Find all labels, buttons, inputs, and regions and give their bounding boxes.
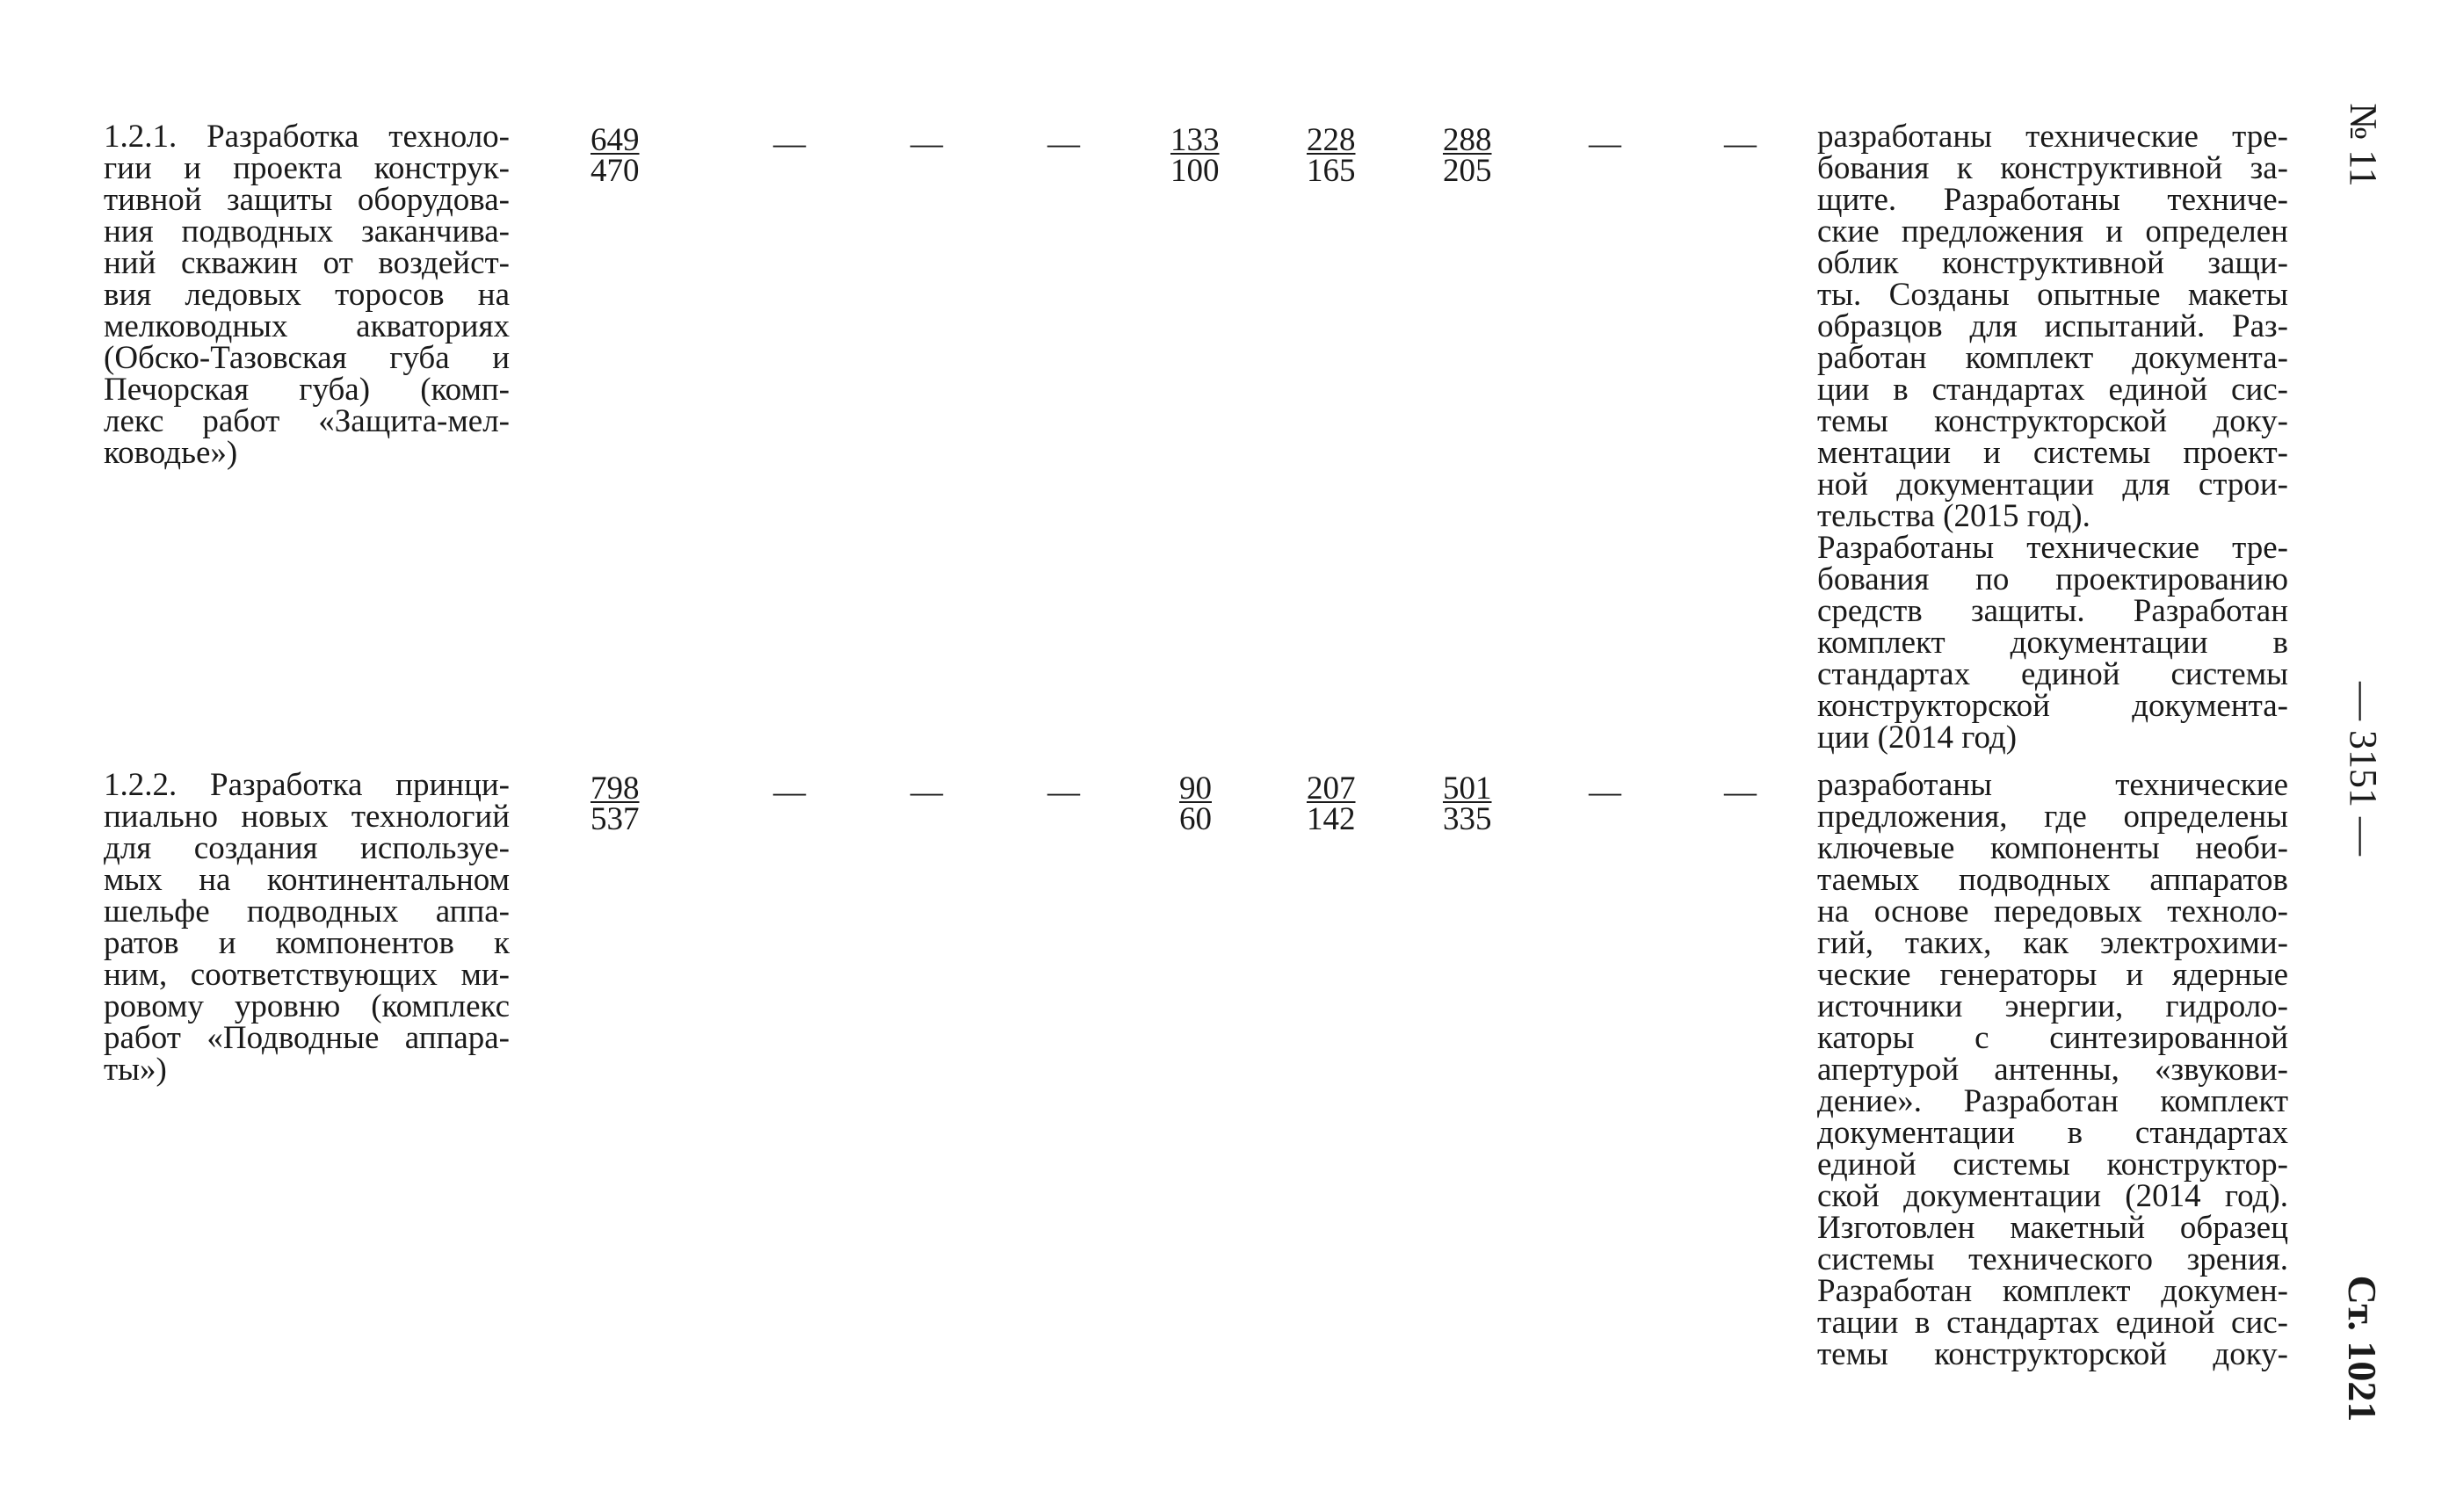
- text-line: ты. Созданы опытные макеты: [1817, 277, 2288, 313]
- text-line: темы конструкторской доку-: [1817, 1336, 2288, 1372]
- year-2-numerator: 207: [1307, 770, 1356, 807]
- text-line: (Обско-Тазовская губа и: [104, 340, 510, 376]
- text-line: разработаны технические тре-: [1817, 119, 2288, 155]
- empty-cell-dash: —: [1589, 774, 1621, 810]
- empty-cell-dash: —: [1047, 774, 1080, 810]
- text-line: единой системы конструктор-: [1817, 1147, 2288, 1183]
- text-line: Разработан комплект докумен-: [1817, 1273, 2288, 1309]
- text-line: работ «Подводные аппара-: [104, 1020, 510, 1056]
- text-line: ним, соответствующих ми-: [104, 957, 510, 993]
- year-3-denominator: 335: [1443, 801, 1492, 837]
- year-2-denominator: 142: [1307, 801, 1356, 837]
- total-numerator: 649: [591, 122, 640, 158]
- text-line: предложения, где определены: [1817, 799, 2288, 835]
- total-denominator: 537: [591, 801, 640, 837]
- text-line: 1.2.2. Разработка принци-: [104, 767, 510, 803]
- text-line: для создания используе-: [104, 830, 510, 866]
- text-line: документации в стандартах: [1817, 1115, 2288, 1151]
- total-numerator: 798: [591, 770, 640, 807]
- expected-result: [1817, 767, 2288, 1372]
- empty-cell-dash: —: [773, 126, 806, 162]
- empty-cell-dash: —: [1047, 126, 1080, 162]
- text-line: Печорская губа) (комп-: [104, 372, 510, 408]
- article-number: Ст. 1021: [2340, 1275, 2385, 1422]
- total-funding: [591, 770, 670, 837]
- text-line: средств защиты. Разработан: [1817, 593, 2288, 629]
- text-line: системы технического зрения.: [1817, 1241, 2288, 1277]
- text-line: мых на континентальном: [104, 862, 510, 898]
- activity-description: [104, 767, 510, 1088]
- year-3-denominator: 205: [1443, 153, 1492, 189]
- text-line: щите. Разработаны техниче-: [1817, 182, 2288, 218]
- text-line: каторы с синтезированной: [1817, 1020, 2288, 1056]
- empty-cell-dash: —: [1724, 126, 1757, 162]
- text-line: дение». Разработан комплект: [1817, 1083, 2288, 1119]
- empty-cell-dash: —: [910, 774, 943, 810]
- text-line: облик конструктивной защи-: [1817, 245, 2288, 281]
- text-line: конструкторской документа-: [1817, 688, 2288, 724]
- text-line: стандартах единой системы: [1817, 656, 2288, 692]
- year-2-numerator: 228: [1307, 122, 1356, 158]
- text-line: ментации и системы проект-: [1817, 435, 2288, 471]
- expected-result: [1817, 121, 2288, 754]
- text-line: Изготовлен макетный образец: [1817, 1210, 2288, 1246]
- text-line: мелководных акваториях: [104, 308, 510, 344]
- issue-number: № 11: [2342, 103, 2385, 187]
- year-1-denominator: 60: [1179, 801, 1212, 837]
- text-line: образцов для испытаний. Раз-: [1817, 308, 2288, 344]
- text-line: апертурой антенны, «звукови-: [1817, 1052, 2288, 1088]
- activity-description: [104, 121, 510, 469]
- text-line: ной документации для строи-: [1817, 467, 2288, 503]
- year-funding-1: [1170, 122, 1250, 189]
- year-funding-3: [1443, 770, 1522, 837]
- text-line: шельфе подводных аппа-: [104, 893, 510, 930]
- text-line: ния подводных заканчива-: [104, 213, 510, 250]
- text-line: вия ледовых торосов на: [104, 277, 510, 313]
- text-line: гий, таких, как электрохими-: [1817, 925, 2288, 961]
- text-line: темы конструкторской доку-: [1817, 403, 2288, 439]
- year-3-numerator: 501: [1443, 770, 1492, 807]
- text-line: бования к конструктивной за-: [1817, 150, 2288, 186]
- text-line: ской документации (2014 год).: [1817, 1178, 2288, 1214]
- text-line: ководье»): [104, 435, 238, 471]
- text-line: ческие генераторы и ядерные: [1817, 957, 2288, 993]
- empty-cell-dash: —: [1589, 126, 1621, 162]
- text-line: на основе передовых техноло-: [1817, 893, 2288, 930]
- year-1-denominator: 100: [1170, 153, 1220, 189]
- total-funding: [591, 122, 670, 189]
- empty-cell-dash: —: [910, 126, 943, 162]
- text-line: гии и проекта конструк-: [104, 150, 510, 186]
- text-line: лекс работ «Защита-мел-: [104, 403, 510, 439]
- text-line: ции в стандартах единой сис-: [1817, 372, 2288, 408]
- year-funding-2: [1307, 770, 1386, 837]
- text-line: пиально новых технологий: [104, 799, 510, 835]
- empty-cell-dash: —: [1724, 774, 1757, 810]
- text-line: ратов и компонентов к: [104, 925, 510, 961]
- text-line: тельства (2015 год).: [1817, 498, 2090, 534]
- text-line: ровому уровню (комплекс: [104, 988, 510, 1024]
- text-line: работан комплект документа-: [1817, 340, 2288, 376]
- text-line: тивной защиты оборудова-: [104, 182, 510, 218]
- text-line: ции (2014 год): [1817, 720, 2018, 756]
- text-line: разработаны технические: [1817, 767, 2288, 803]
- text-line: Разработаны технические тре-: [1817, 530, 2288, 566]
- year-funding-2: [1307, 122, 1386, 189]
- total-denominator: 470: [591, 153, 640, 189]
- page-number: — 3151 —: [2342, 682, 2385, 856]
- year-1-numerator: 90: [1179, 770, 1212, 807]
- text-line: ские предложения и определен: [1817, 213, 2288, 250]
- year-1-numerator: 133: [1170, 122, 1220, 158]
- year-3-numerator: 288: [1443, 122, 1492, 158]
- empty-cell-dash: —: [773, 774, 806, 810]
- year-funding-1: [1179, 770, 1258, 837]
- text-line: тации в стандартах единой сис-: [1817, 1305, 2288, 1341]
- year-funding-3: [1443, 122, 1522, 189]
- text-line: источники энергии, гидроло-: [1817, 988, 2288, 1024]
- text-line: комплект документации в: [1817, 625, 2288, 661]
- text-line: 1.2.1. Разработка техноло-: [104, 119, 510, 155]
- year-2-denominator: 165: [1307, 153, 1356, 189]
- text-line: ты»): [104, 1052, 167, 1088]
- text-line: ний скважин от воздейст-: [104, 245, 510, 281]
- text-line: ключевые компоненты необи-: [1817, 830, 2288, 866]
- text-line: бования по проектированию: [1817, 561, 2288, 597]
- text-line: таемых подводных аппаратов: [1817, 862, 2288, 898]
